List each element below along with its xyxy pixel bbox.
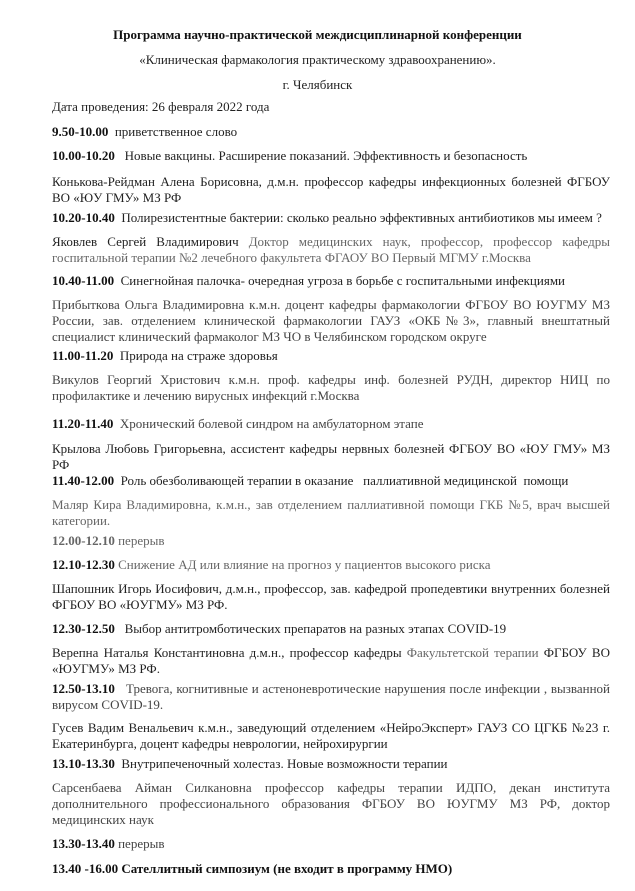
time: 12.00-12.10 [52, 533, 115, 548]
topic: приветственное слово [114, 124, 238, 139]
program-item [52, 416, 610, 441]
conference-subtitle: «Клиническая фармакология практическому здравоохранению». [139, 52, 496, 67]
program-item [52, 557, 610, 581]
speaker: Гусев Вадим Венальевич к.м.н., заведующий отделением «НейроЭксперт» ГАУЗ СО ЦГКБ №23 г. Екатеринбурга, доцент кафедры неврологии, нейрохирургии [52, 720, 610, 751]
time: 12.30-12.50 [52, 621, 115, 636]
title-text: Программа научно-практической междисциплинарной конференции [113, 27, 522, 42]
speaker: Крылова Любовь Григорьевна, ассистент кафедры нервных болезней ФГБОУ ВО «ЮУ ГМУ» МЗ РФ [52, 441, 610, 472]
topic: Полирезистентные бактерии: сколько реально эффективных антибиотиков мы имеем ? [121, 210, 602, 225]
program-item [52, 756, 610, 780]
topic: Природа на страже здоровья [119, 348, 278, 363]
speaker: Прибыткова Ольга Владимировна к.м.н. доцент кафедры фармакологии ФГБОУ ВО ЮУГМУ МЗ России, зав. отделением клинической фармакологии ГАУЗ «ОКБ№3», главный внештатный специалист клинический фармаколог МЗ ЧО в Челябинском городском округе [52, 297, 610, 344]
program-item [52, 273, 610, 297]
speaker [52, 645, 610, 681]
event-date: Дата проведения: 26 февраля 2022 года [52, 99, 270, 114]
topic: Сателлитный симпозиум (не входит в программу НМО) [121, 861, 453, 876]
program-item [52, 124, 610, 148]
time: 10.00-10.20 [52, 148, 115, 163]
time: 10.40-11.00 [52, 273, 115, 288]
topic: перерыв [118, 836, 165, 851]
time: 9.50-10.00 [52, 124, 109, 139]
topic: Выбор антитромботических препаратов на разных этапах COVID-19 [124, 621, 507, 636]
program-item [52, 148, 610, 174]
speaker-name: Верепна Наталья Константиновна д.м.н., профессор кафедры [52, 645, 407, 660]
speaker: Шапошник Игорь Иосифович, д.м.н., профессор, зав. кафедрой пропедевтики внутренних болезней ФГБОУ ВО «ЮУГМУ» МЗ РФ. [52, 581, 610, 612]
time: 13.40 -16.00 [52, 861, 119, 876]
program-item [52, 861, 610, 881]
topic: Синегнойная палочка- очередная угроза в борьбе с госпитальными инфекциями [120, 273, 566, 288]
time: 13.10-13.30 [52, 756, 115, 771]
topic: перерыв [118, 533, 165, 548]
program-item [52, 210, 610, 234]
department: Факультетской терапии [406, 645, 539, 660]
page-title [0, 27, 635, 52]
topic: Роль обезболивающей терапии в оказание паллиативной медицинской помощи [120, 473, 569, 488]
city: г. Челябинск [282, 77, 353, 92]
time: 11.20-11.40 [52, 416, 114, 431]
program-item [52, 473, 610, 497]
program-item [52, 621, 610, 645]
program-item [52, 348, 610, 372]
topic: Тревога, когнитивные и астеноневротические нарушения после инфекции , вызванной вирусом COVID-19. [52, 681, 610, 712]
time: 12.50-13.10 [52, 681, 115, 696]
time: 12.10-12.30 [52, 557, 115, 572]
speaker-details: Доктор медицинских наук, профессор, профессор кафедры госпитальной терапии №2 лечебного факультета ФГАОУ ВО Первый МГМУ г.Москва [52, 234, 610, 265]
topic: Хронический болевой синдром на амбулаторном этапе [119, 416, 424, 431]
topic: Новые вакцины. Расширение показаний. Эффективность и безопасность [124, 148, 528, 163]
program-item [52, 681, 610, 720]
time: 10.20-10.40 [52, 210, 115, 225]
speaker: Маляр Кира Владимировна, к.м.н., зав отделением паллиативной помощи ГКБ №5, врач высшей категории. [52, 497, 610, 528]
topic: Внутрипеченочный холестаз. Новые возможности терапии [121, 756, 448, 771]
organization: ФГБОУ ВО «ЮУГМУ» МЗ РФ. [52, 645, 610, 676]
time: 11.00-11.20 [52, 348, 114, 363]
time: 13.30-13.40 [52, 836, 115, 851]
speaker [52, 234, 610, 273]
program-item [52, 533, 610, 557]
time: 11.40-12.00 [52, 473, 115, 488]
speaker: Сарсенбаева Айман Силкановна профессор кафедры терапии ИДПО, декан института дополнительного профессионального образования ФГБОУ ВО ЮУГМУ МЗ РФ, доктор медицинских наук [52, 780, 610, 827]
program-item [52, 836, 610, 861]
topic: Снижение АД или влияние на прогноз у пациентов высокого риска [118, 557, 491, 572]
speaker-name: Яковлев Сергей Владимирович [52, 234, 239, 249]
speaker: Конькова-Рейдман Алена Борисовна, д.м.н. профессор кафедры инфекционных болезней ФГБОУ ВО «ЮУ ГМУ» МЗ РФ [52, 174, 610, 205]
speaker: Викулов Георгий Христович к.м.н. проф. кафедры инф. болезней РУДН, директор НИЦ по профилактике и лечению вирусных инфекций г.Москва [52, 372, 610, 403]
